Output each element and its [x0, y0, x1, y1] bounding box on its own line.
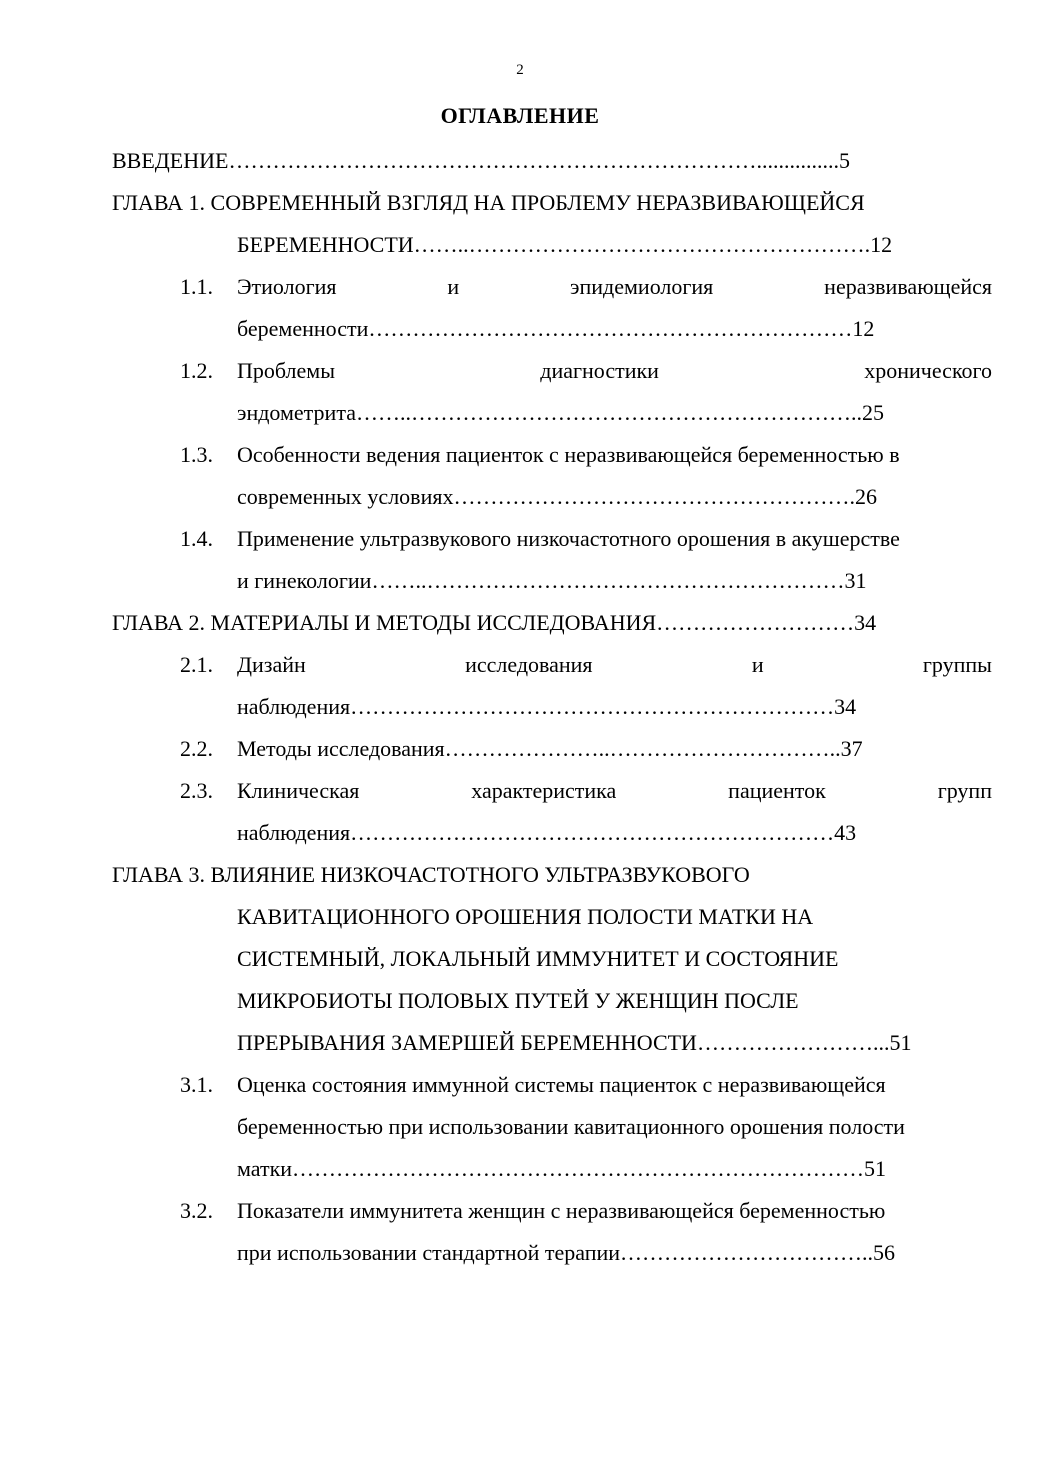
toc-section-1-3-cont: современных условиях……………………………………………….26	[237, 484, 877, 509]
toc-section-1-2	[112, 350, 992, 392]
word: диагностики	[540, 358, 659, 383]
section-number: 2.3.	[180, 778, 213, 803]
word: исследования	[465, 652, 593, 677]
section-number: 1.2.	[180, 358, 213, 383]
word: и	[751, 652, 764, 677]
toc-chapter-3-cont: ПРЕРЫВАНИЯ ЗАМЕРШЕЙ БЕРЕМЕННОСТИ……………………...51	[237, 1030, 912, 1055]
toc-section-3-2-cont: при использовании стандартной терапии……………………………..56	[237, 1240, 896, 1265]
toc-section-2-1-cont: наблюдения…………………………………………………………34	[237, 694, 857, 719]
toc-section-3-2	[112, 1190, 992, 1232]
word: Проблемы	[237, 358, 335, 383]
toc-section-2-1	[112, 644, 992, 686]
toc-chapter-3-cont: СИСТЕМНЫЙ, ЛОКАЛЬНЫЙ ИММУНИТЕТ И СОСТОЯНИЕ	[237, 946, 839, 971]
toc-chapter-3-cont: МИКРОБИОТЫ ПОЛОВЫХ ПУТЕЙ У ЖЕНЩИН ПОСЛЕ	[237, 988, 799, 1013]
toc-justified-line	[237, 266, 992, 308]
section-title: Применение ультразвукового низкочастотного орошения в акушерстве	[237, 526, 900, 551]
word: неразвивающейся	[824, 274, 992, 299]
word: пациенток	[728, 778, 826, 803]
toc-section-3-1-cont: беременностью при использовании кавитационного орошения полости	[237, 1114, 905, 1139]
section-number: 1.1.	[180, 274, 213, 299]
section-number: 2.1.	[180, 652, 213, 677]
toc-section-1-4-cont: и гинекологии……..…………………………………………………31	[237, 568, 867, 593]
toc-section-2-2	[112, 728, 992, 770]
section-number: 3.2.	[180, 1198, 213, 1223]
toc-section-2-3-cont: наблюдения…………………………………………………………43	[237, 820, 857, 845]
toc-section-3-1-cont: матки……………………………………………………………………51	[237, 1156, 887, 1181]
toc-chapter-1: ГЛАВА 1. СОВРЕМЕННЫЙ ВЗГЛЯД НА ПРОБЛЕМУ НЕРАЗВИВАЮЩЕЙСЯ	[112, 190, 865, 215]
word: Дизайн	[237, 652, 306, 677]
toc-chapter-3: ГЛАВА 3. ВЛИЯНИЕ НИЗКОЧАСТОТНОГО УЛЬТРАЗВУКОВОГО	[112, 862, 750, 887]
word: Клиническая	[237, 778, 360, 803]
toc-chapter-3-cont: КАВИТАЦИОННОГО ОРОШЕНИЯ ПОЛОСТИ МАТКИ НА	[237, 904, 814, 929]
table-of-contents	[112, 140, 992, 1274]
page-number: 2	[516, 62, 524, 78]
toc-justified-line	[237, 770, 992, 812]
toc-section-1-4	[112, 518, 992, 560]
section-number: 2.2.	[180, 736, 213, 761]
section-title: Особенности ведения пациенток с неразвивающейся беременностью в	[237, 442, 900, 467]
section-title: Оценка состояния иммунной системы пациенток с неразвивающейся	[237, 1072, 886, 1097]
word: хронического	[864, 358, 992, 383]
toc-section-1-3	[112, 434, 992, 476]
toc-entry-introduction: ВВЕДЕНИЕ………………………………………………………………...............5	[112, 148, 850, 173]
toc-section-1-2-cont: эндометрита……..……………………………………………………..25	[237, 400, 884, 425]
section-title: Показатели иммунитета женщин с неразвивающейся беременностью	[237, 1198, 886, 1223]
toc-section-2-3	[112, 770, 992, 812]
toc-justified-line	[237, 350, 992, 392]
section-number: 1.3.	[180, 442, 213, 467]
word: эпидемиология	[570, 274, 714, 299]
section-title: Методы исследования…………………..…………………………..37	[237, 736, 863, 761]
toc-section-1-1-cont: беременности…………………………………………………………12	[237, 316, 875, 341]
section-number: 1.4.	[180, 526, 213, 551]
toc-section-3-1	[112, 1064, 992, 1106]
word: группы	[922, 652, 992, 677]
toc-chapter-2: ГЛАВА 2. МАТЕРИАЛЫ И МЕТОДЫ ИССЛЕДОВАНИЯ………………………34	[112, 610, 877, 635]
word: характеристика	[471, 778, 617, 803]
section-number: 3.1.	[180, 1072, 213, 1097]
word: групп	[937, 778, 992, 803]
word: и	[447, 274, 460, 299]
toc-chapter-1-cont: БЕРЕМЕННОСТИ……..……………………………………………….12	[237, 232, 893, 257]
toc-section-1-1	[112, 266, 992, 308]
word: Этиология	[237, 274, 337, 299]
toc-title: ОГЛАВЛЕНИЕ	[440, 103, 600, 128]
toc-justified-line	[237, 644, 992, 686]
